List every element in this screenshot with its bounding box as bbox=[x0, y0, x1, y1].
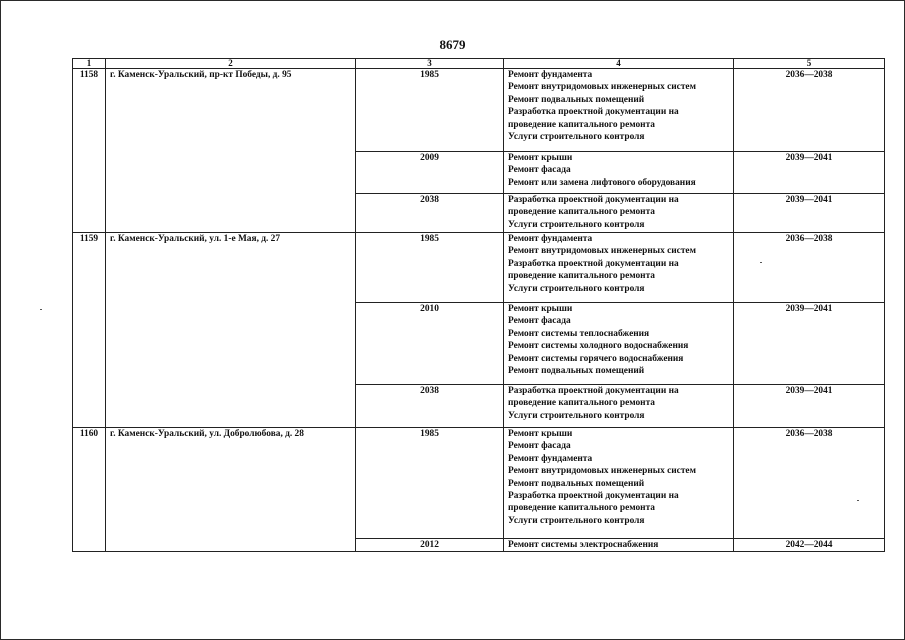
scan-speck bbox=[760, 262, 762, 263]
entry-address: г. Каменск-Уральский, ул. 1-е Мая, д. 27 bbox=[106, 233, 356, 428]
work-item: Ремонт или замена лифтового оборудования bbox=[508, 177, 696, 188]
year-cell: 1985 bbox=[356, 428, 504, 539]
work-item: Ремонт системы холодного водоснабжения bbox=[508, 341, 689, 352]
entry-number: 1160 bbox=[73, 428, 106, 552]
works-cell bbox=[504, 194, 734, 233]
period-cell: 2039—2041 bbox=[734, 194, 885, 233]
works-cell bbox=[504, 69, 734, 152]
works-cell bbox=[504, 385, 734, 428]
works-cell bbox=[504, 428, 734, 539]
period-cell: 2036—2038 bbox=[734, 428, 885, 539]
year-cell: 2010 bbox=[356, 303, 504, 385]
work-item: Ремонт фундамента bbox=[508, 234, 593, 244]
work-item: Ремонт внутридомовых инженерных систем bbox=[508, 246, 696, 257]
work-item: Разработка проектной документации на bbox=[508, 386, 679, 396]
period-cell: 2036—2038 bbox=[734, 69, 885, 152]
work-item: Разработка проектной документации на bbox=[508, 491, 679, 502]
capital-repair-table bbox=[72, 58, 885, 552]
work-item: Ремонт фундамента bbox=[508, 70, 593, 80]
header-cell: 4 bbox=[504, 59, 734, 69]
scan-speck bbox=[857, 500, 859, 501]
year-cell: 2012 bbox=[356, 539, 504, 552]
period-cell: 2039—2041 bbox=[734, 303, 885, 385]
works-cell bbox=[504, 152, 734, 194]
works-cell bbox=[504, 303, 734, 385]
works-cell bbox=[504, 233, 734, 303]
work-item: проведение капитального ремонта bbox=[508, 503, 655, 514]
entry-address: г. Каменск-Уральский, пр-кт Победы, д. 95 bbox=[106, 69, 356, 233]
period-cell: 2039—2041 bbox=[734, 152, 885, 194]
year-cell: 2038 bbox=[356, 194, 504, 233]
header-cell: 5 bbox=[734, 59, 885, 69]
table-row bbox=[73, 428, 885, 539]
work-item: Разработка проектной документации на bbox=[508, 195, 679, 205]
header-row bbox=[73, 59, 885, 69]
work-item: Ремонт фасада bbox=[508, 165, 571, 176]
work-item: Ремонт подвальных помещений bbox=[508, 366, 645, 377]
work-item: Ремонт фасада bbox=[508, 441, 571, 452]
work-item: Ремонт фундамента bbox=[508, 453, 593, 464]
year-cell: 2009 bbox=[356, 152, 504, 194]
entry-number: 1159 bbox=[73, 233, 106, 428]
work-item: Ремонт крыши bbox=[508, 429, 573, 439]
work-item: Ремонт внутридомовых инженерных систем bbox=[508, 82, 696, 93]
period-cell: 2036—2038 bbox=[734, 233, 885, 303]
work-item: Ремонт системы горячего водоснабжения bbox=[508, 353, 684, 364]
header-cell: 1 bbox=[73, 59, 106, 69]
work-item: Ремонт внутридомовых инженерных систем bbox=[508, 466, 696, 477]
work-item: проведение капитального ремонта bbox=[508, 119, 655, 130]
year-cell: 1985 bbox=[356, 69, 504, 152]
work-item: Услуги строительного контроля bbox=[508, 132, 645, 143]
header-cell: 2 bbox=[106, 59, 356, 69]
work-item: Ремонт подвальных помещений bbox=[508, 94, 645, 105]
period-cell: 2039—2041 bbox=[734, 385, 885, 428]
work-item: Услуги строительного контроля bbox=[508, 515, 645, 526]
table-row bbox=[73, 69, 885, 152]
work-item: Ремонт фасада bbox=[508, 316, 571, 327]
year-cell: 2038 bbox=[356, 385, 504, 428]
work-item: Разработка проектной документации на bbox=[508, 107, 679, 118]
work-item: Ремонт крыши bbox=[508, 304, 573, 314]
work-item: Ремонт системы электроснабжения bbox=[508, 540, 659, 550]
period-cell: 2042—2044 bbox=[734, 539, 885, 552]
work-item: Ремонт подвальных помещений bbox=[508, 478, 645, 489]
work-item: Услуги строительного контроля bbox=[508, 283, 645, 294]
year-cell: 1985 bbox=[356, 233, 504, 303]
entry-number: 1158 bbox=[73, 69, 106, 233]
header-cell: 3 bbox=[356, 59, 504, 69]
works-cell bbox=[504, 539, 734, 552]
page-number: 8679 bbox=[439, 37, 466, 52]
work-item: Ремонт крыши bbox=[508, 153, 573, 163]
work-item: Услуги строительного контроля bbox=[508, 410, 645, 421]
work-item: Разработка проектной документации на bbox=[508, 258, 679, 269]
scan-speck bbox=[40, 309, 42, 310]
work-item: Ремонт системы теплоснабжения bbox=[508, 328, 650, 339]
work-item: проведение капитального ремонта bbox=[508, 271, 655, 282]
work-item: Услуги строительного контроля bbox=[508, 219, 645, 230]
entry-address: г. Каменск-Уральский, ул. Добролюбова, д. 28 bbox=[106, 428, 356, 552]
work-item: проведение капитального ремонта bbox=[508, 207, 655, 218]
table-row bbox=[73, 233, 885, 303]
work-item: проведение капитального ремонта bbox=[508, 398, 655, 409]
